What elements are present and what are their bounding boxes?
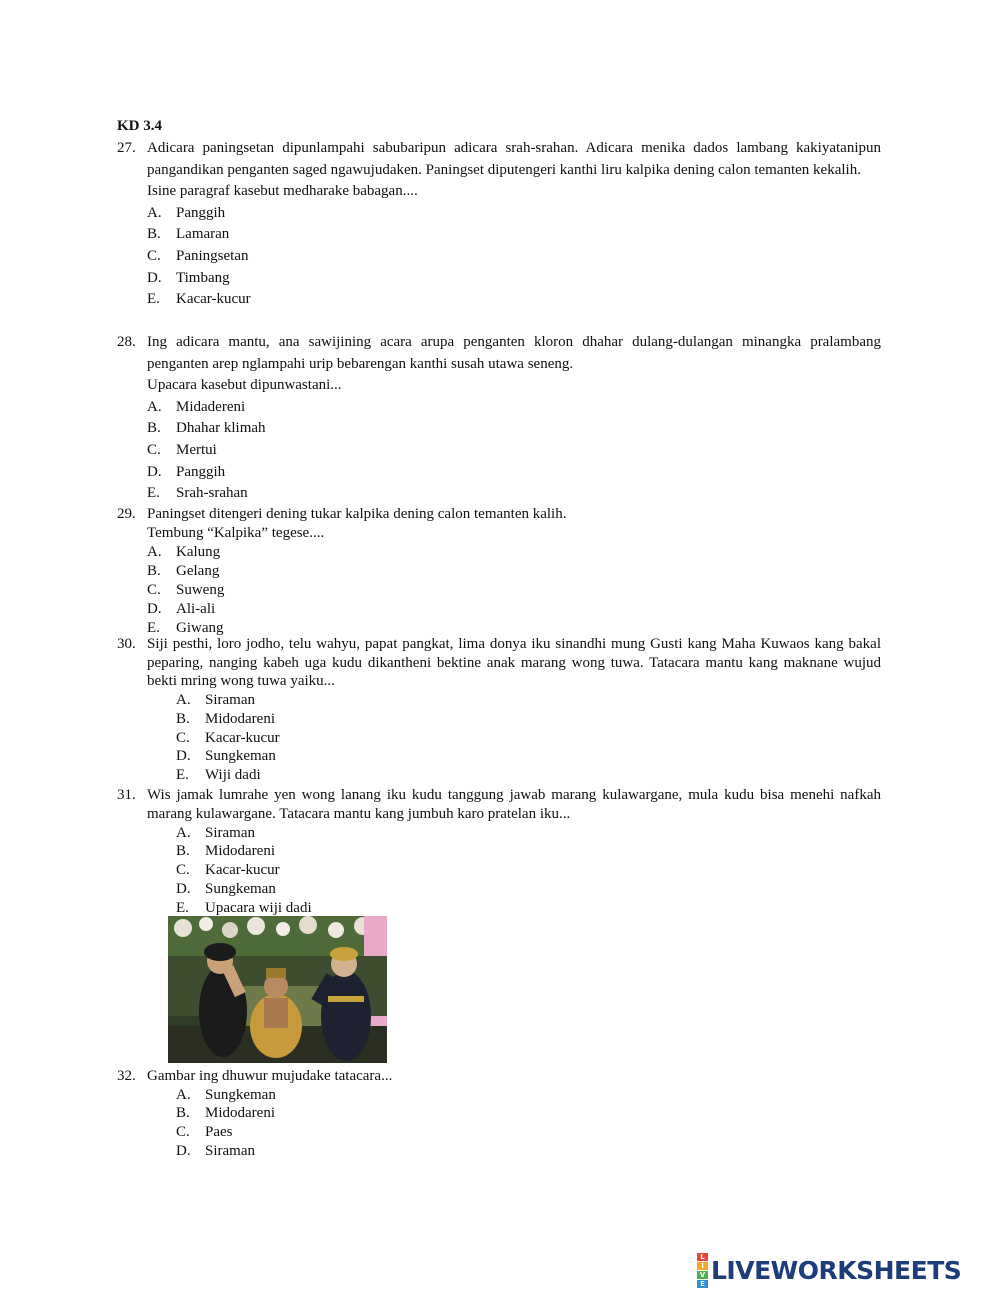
option-c[interactable]: C. Kacar-kucur	[176, 862, 280, 879]
option-c[interactable]: C. Suweng	[147, 582, 225, 598]
option-c[interactable]: C. Mertui	[147, 441, 217, 458]
question-number: 28.	[117, 334, 136, 350]
option-d[interactable]: D. Ali-ali	[147, 601, 216, 617]
option-c[interactable]: C. Kacar-kucur	[176, 729, 280, 746]
option-d[interactable]: D. Siraman	[176, 1142, 255, 1159]
options-list	[147, 397, 881, 505]
option-e[interactable]: E. Giwang	[147, 620, 224, 636]
option-d[interactable]: D. Panggih	[147, 463, 226, 480]
option-a[interactable]: A. Panggih	[147, 204, 226, 221]
question-27	[117, 138, 881, 311]
option-b[interactable]: B. Midodareni	[176, 1105, 275, 1122]
option-a[interactable]: A. Midadereni	[147, 398, 246, 415]
question-number: 32.	[117, 1068, 136, 1084]
question-number: 29.	[117, 506, 136, 522]
logo-blocks-icon	[697, 1253, 708, 1288]
options-list	[176, 824, 881, 918]
options-list	[176, 1086, 881, 1161]
option-d[interactable]: D. Sungkeman	[176, 880, 276, 897]
option-c[interactable]: C. Paningsetan	[147, 247, 249, 264]
option-a[interactable]: A. Kalung	[147, 544, 221, 560]
question-text: Adicara paningsetan dipunlampahi sabubaripun adicara srah-srahan. Adicara menika dados lambang kakiyatanipun pangandikan penganten saged ngawujudaken. Paningset diputengeri kanthi liru kalpika dening calon temanten kekalih.	[147, 140, 881, 178]
logo-block: L	[697, 1253, 708, 1261]
photo-illustration	[168, 916, 387, 1063]
question-number: 27.	[117, 140, 136, 156]
option-e[interactable]: E. Kacar-kucur	[147, 291, 251, 308]
option-d[interactable]: D. Timbang	[147, 269, 230, 286]
question-29	[117, 505, 881, 638]
question-text: Siji pesthi, loro jodho, telu wahyu, papat pangkat, lima donya iku sinandhi mung Gusti kang Maha Kuwaos kang bakal peparing, nanging kabeh uga kudu dikantheni bektine anak marang wong tuwa. Tatacara mantu kang maknane wujud bekti mring wong tuwa yaiku...	[147, 636, 881, 690]
question-prompt: Tembung “Kalpika” tegese....	[147, 525, 325, 541]
option-a[interactable]: A. Siraman	[176, 824, 255, 841]
option-b[interactable]: B. Gelang	[147, 563, 220, 579]
question-text: Paningset ditengeri dening tukar kalpika dening calon temanten kalih.	[147, 506, 567, 522]
options-list	[147, 203, 881, 311]
question-text: Wis jamak lumrahe yen wong lanang iku kudu tanggung jawab marang kulawargane, mula kudu bisa menehi nafkah marang kulawargane. Tatacara mantu kang jumbuh karo pratelan iku...	[147, 787, 881, 822]
question-text: Ing adicara mantu, ana sawijining acara arupa penganten kloron dhahar dulang-dulangan minangka pralambang penganten arep nglampahi urip bebarengan kanthi susah utawa seneng.	[147, 334, 881, 372]
question-30	[117, 635, 881, 785]
question-prompt: Upacara kasebut dipunwastani...	[147, 377, 342, 394]
option-d[interactable]: D. Sungkeman	[176, 748, 276, 765]
logo-block: I	[697, 1262, 708, 1270]
question-32	[117, 1067, 881, 1161]
options-list	[176, 691, 881, 785]
question-number: 30.	[117, 636, 136, 652]
option-b[interactable]: B. Lamaran	[147, 226, 230, 243]
logo-block: V	[697, 1271, 708, 1279]
logo-wordmark: LIVEWORKSHEETS	[711, 1255, 962, 1285]
wedding-ceremony-photo	[168, 916, 387, 1063]
question-28	[117, 332, 881, 505]
liveworksheets-logo	[697, 1252, 962, 1288]
options-list	[147, 543, 881, 638]
option-e[interactable]: E. Wiji dadi	[176, 766, 261, 783]
logo-block: E	[697, 1280, 708, 1288]
option-e[interactable]: E. Upacara wiji dadi	[176, 899, 312, 916]
option-b[interactable]: B. Midodareni	[176, 710, 275, 727]
option-e[interactable]: E. Srah-srahan	[147, 485, 248, 502]
question-31	[117, 786, 881, 918]
option-a[interactable]: A. Siraman	[176, 692, 255, 709]
option-a[interactable]: A. Sungkeman	[176, 1086, 276, 1103]
question-prompt: Isine paragraf kasebut medharake babagan....	[147, 183, 418, 200]
section-heading: KD 3.4	[117, 118, 162, 134]
question-number: 31.	[117, 787, 136, 803]
option-b[interactable]: B. Midodareni	[176, 843, 275, 860]
option-c[interactable]: C. Paes	[176, 1124, 233, 1141]
question-text: Gambar ing dhuwur mujudake tatacara...	[147, 1068, 393, 1084]
option-b[interactable]: B. Dhahar klimah	[147, 420, 266, 437]
